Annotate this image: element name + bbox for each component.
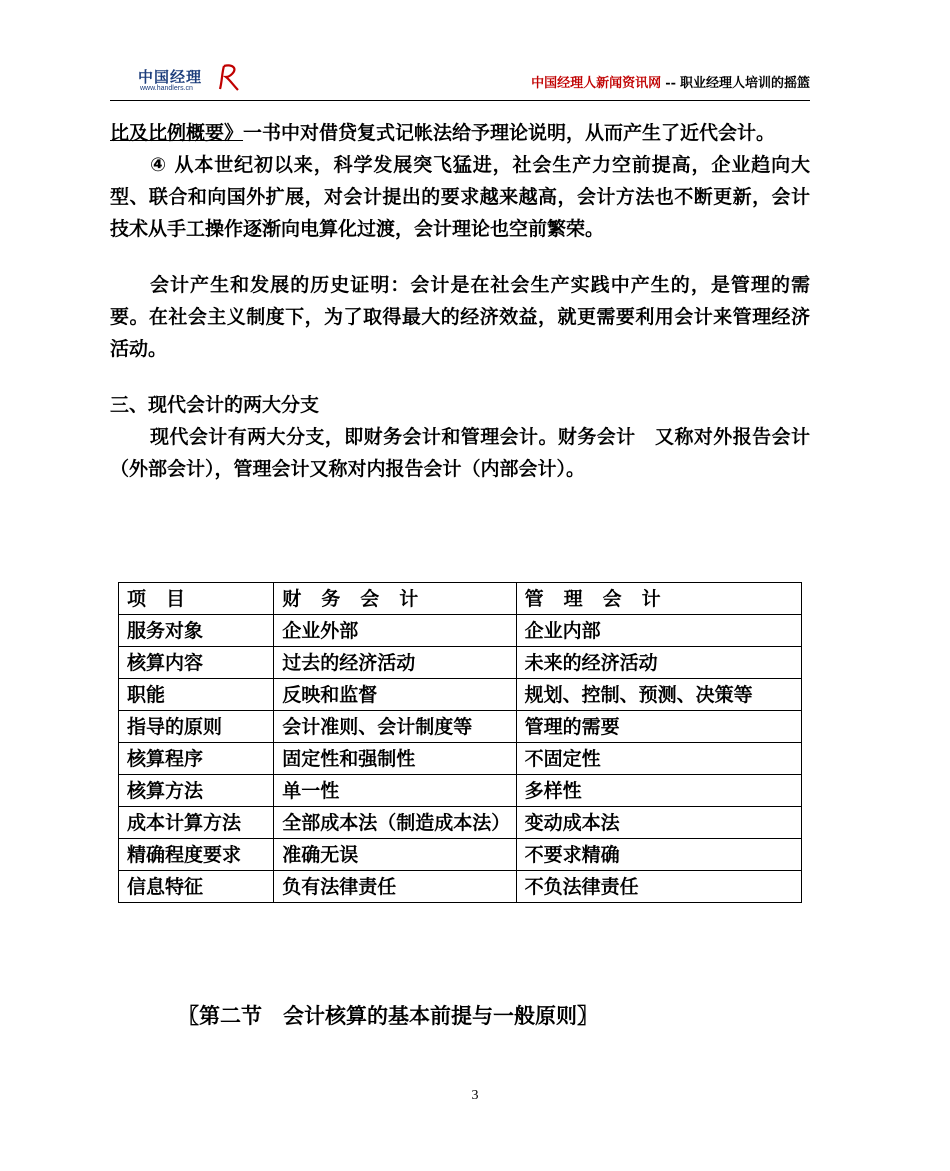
table-cell: 不固定性 <box>516 743 801 775</box>
header-cell: 财务会计 <box>274 583 516 615</box>
table-cell: 变动成本法 <box>516 807 801 839</box>
table-cell: 未来的经济活动 <box>516 647 801 679</box>
table-row <box>119 839 802 871</box>
table-cell: 信息特征 <box>119 871 274 903</box>
logo-text: 中国经理 <box>138 68 203 86</box>
table-cell: 不要求精确 <box>516 839 801 871</box>
section-title: 〖第二节 会计核算的基本前提与一般原则〗 <box>178 1004 598 1028</box>
paragraph-2: ④ 从本世纪初以来，科学发展突飞猛进，社会生产力空前提高，企业趋向大型、联合和向国外扩展，对会计提出的要求越来越高，会计方法也不断更新，会计技术从手工操作逐渐向电算化过渡，会计理论也空前繁荣。 <box>110 154 810 240</box>
table-row <box>119 711 802 743</box>
table-cell: 不负法律责任 <box>516 871 801 903</box>
table-row <box>119 647 802 679</box>
table-cell: 准确无误 <box>274 839 516 871</box>
table-cell: 负有法律责任 <box>274 871 516 903</box>
table-cell: 规划、控制、预测、决策等 <box>516 679 801 711</box>
table-header-row <box>119 583 802 615</box>
table-cell: 成本计算方法 <box>119 807 274 839</box>
table-row <box>119 679 802 711</box>
table-cell: 精确程度要求 <box>119 839 274 871</box>
table-cell: 企业内部 <box>516 615 801 647</box>
tagline-separator: -- <box>665 76 676 91</box>
table-cell: 企业外部 <box>274 615 516 647</box>
table-cell: 核算内容 <box>119 647 274 679</box>
table-cell: 核算方法 <box>119 775 274 807</box>
page-number: 3 <box>471 1088 479 1103</box>
paragraph-1-text: 一书中对借贷复式记帐法给予理论说明，从而产生了近代会计。 <box>243 122 776 144</box>
logo <box>138 66 203 92</box>
book-title-fragment: 比及比例概要》 <box>110 122 244 144</box>
table-cell: 会计准则、会计制度等 <box>274 711 516 743</box>
table-cell: 多样性 <box>516 775 801 807</box>
tagline-slogan: 职业经理人培训的摇篮 <box>679 76 810 91</box>
table-row <box>119 743 802 775</box>
table-cell: 服务对象 <box>119 615 274 647</box>
table-row <box>119 775 802 807</box>
paragraph-3: 会计产生和发展的历史证明：会计是在社会生产实践中产生的，是管理的需要。在社会主义制度下，为了取得最大的经济效益，就更需要利用会计来管理经济活动。 <box>110 274 810 360</box>
paragraph-1 <box>110 117 810 149</box>
comparison-table <box>118 582 802 903</box>
paragraph-4: 现代会计有两大分支，即财务会计和管理会计。财务会计 又称对外报告会计（外部会计），管理会计又称对内报告会计（内部会计）。 <box>110 426 810 480</box>
table-cell: 全部成本法（制造成本法） <box>274 807 516 839</box>
table-cell: 管理的需要 <box>516 711 801 743</box>
page-header <box>110 60 810 101</box>
table-row <box>119 807 802 839</box>
table-cell: 固定性和强制性 <box>274 743 516 775</box>
table-cell: 指导的原则 <box>119 711 274 743</box>
logo-mark-icon <box>218 62 240 92</box>
table-row <box>119 871 802 903</box>
table-row <box>119 615 802 647</box>
header-cell: 管理会计 <box>516 583 801 615</box>
tagline-site: 中国经理人新闻资讯网 <box>531 76 662 91</box>
table-cell: 反映和监督 <box>274 679 516 711</box>
table-cell: 过去的经济活动 <box>274 647 516 679</box>
header-tagline <box>531 72 810 91</box>
header-cell: 项目 <box>119 583 274 615</box>
table-cell: 职能 <box>119 679 274 711</box>
document-body <box>110 117 810 485</box>
table-cell: 核算程序 <box>119 743 274 775</box>
table-cell: 单一性 <box>274 775 516 807</box>
subheading: 三、现代会计的两大分支 <box>110 394 320 416</box>
logo-url: www.handlers.cn <box>140 85 193 92</box>
